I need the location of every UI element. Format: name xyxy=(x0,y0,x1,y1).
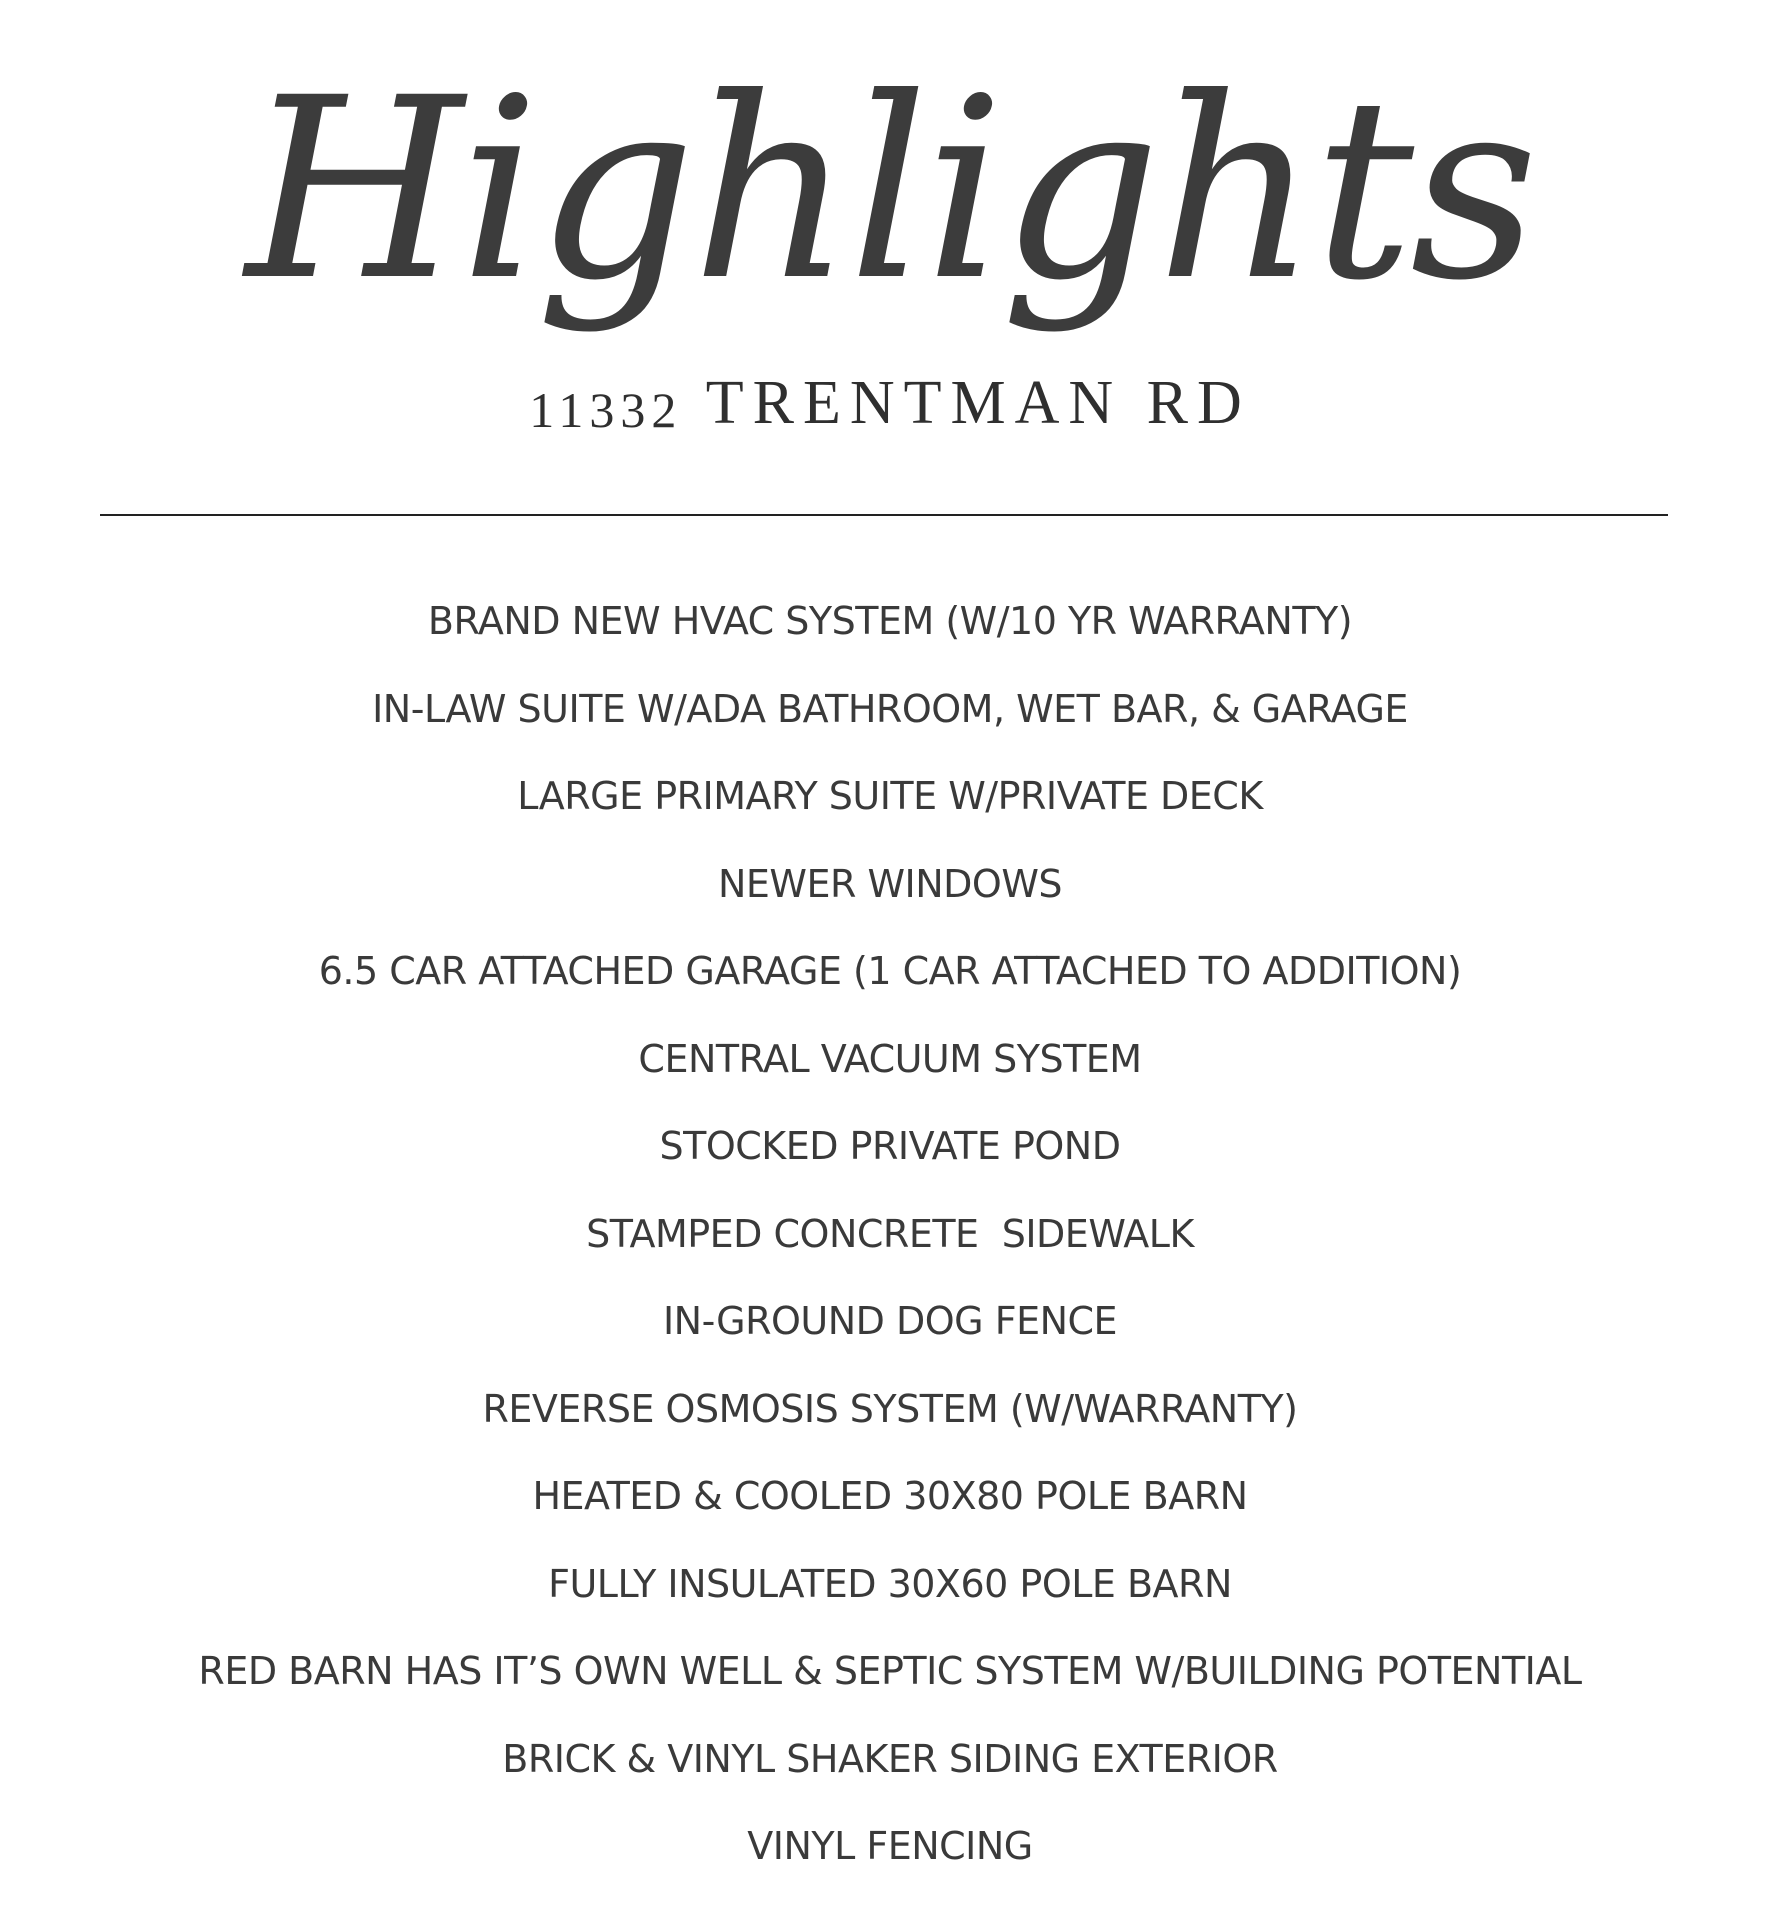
divider-line xyxy=(100,514,1668,516)
page-title: Highlights xyxy=(245,44,1535,335)
highlight-item: CENTRAL VACUUM SYSTEM xyxy=(638,1036,1142,1081)
highlight-item: 6.5 CAR ATTACHED GARAGE (1 CAR ATTACHED TO ADDITION) xyxy=(318,949,1462,993)
highlight-item: NEWER WINDOWS xyxy=(717,861,1063,906)
highlight-item: BRICK & VINYL SHAKER SIDING EXTERIOR xyxy=(502,1736,1278,1781)
highlight-item: IN-GROUND DOG FENCE xyxy=(662,1299,1118,1343)
highlight-item: REVERSE OSMOSIS SYSTEM (W/WARRANTY) xyxy=(482,1386,1298,1431)
highlight-item: VINYL FENCING xyxy=(747,1824,1033,1868)
highlight-item: LARGE PRIMARY SUITE W/PRIVATE DECK xyxy=(517,774,1263,818)
address-street: TRENTMAN RD xyxy=(705,369,1251,437)
highlights-list xyxy=(0,586,1780,1899)
property-address xyxy=(0,368,1780,439)
highlight-item: RED BARN HAS IT’S OWN WELL & SEPTIC SYSTEM W/BUILDING POTENTIAL xyxy=(198,1649,1582,1693)
highlight-item: IN-LAW SUITE W/ADA BATHROOM, WET BAR, & GARAGE xyxy=(372,686,1408,731)
highlight-item: STOCKED PRIVATE POND xyxy=(659,1124,1121,1168)
highlight-item: STAMPED CONCRETE SIDEWALK xyxy=(586,1211,1194,1256)
highlight-item: HEATED & COOLED 30X80 POLE BARN xyxy=(532,1474,1248,1518)
address-number: 11332 xyxy=(529,382,683,438)
highlight-item: FULLY INSULATED 30X60 POLE BARN xyxy=(548,1561,1232,1606)
highlight-item: BRAND NEW HVAC SYSTEM (W/10 YR WARRANTY) xyxy=(427,599,1353,643)
